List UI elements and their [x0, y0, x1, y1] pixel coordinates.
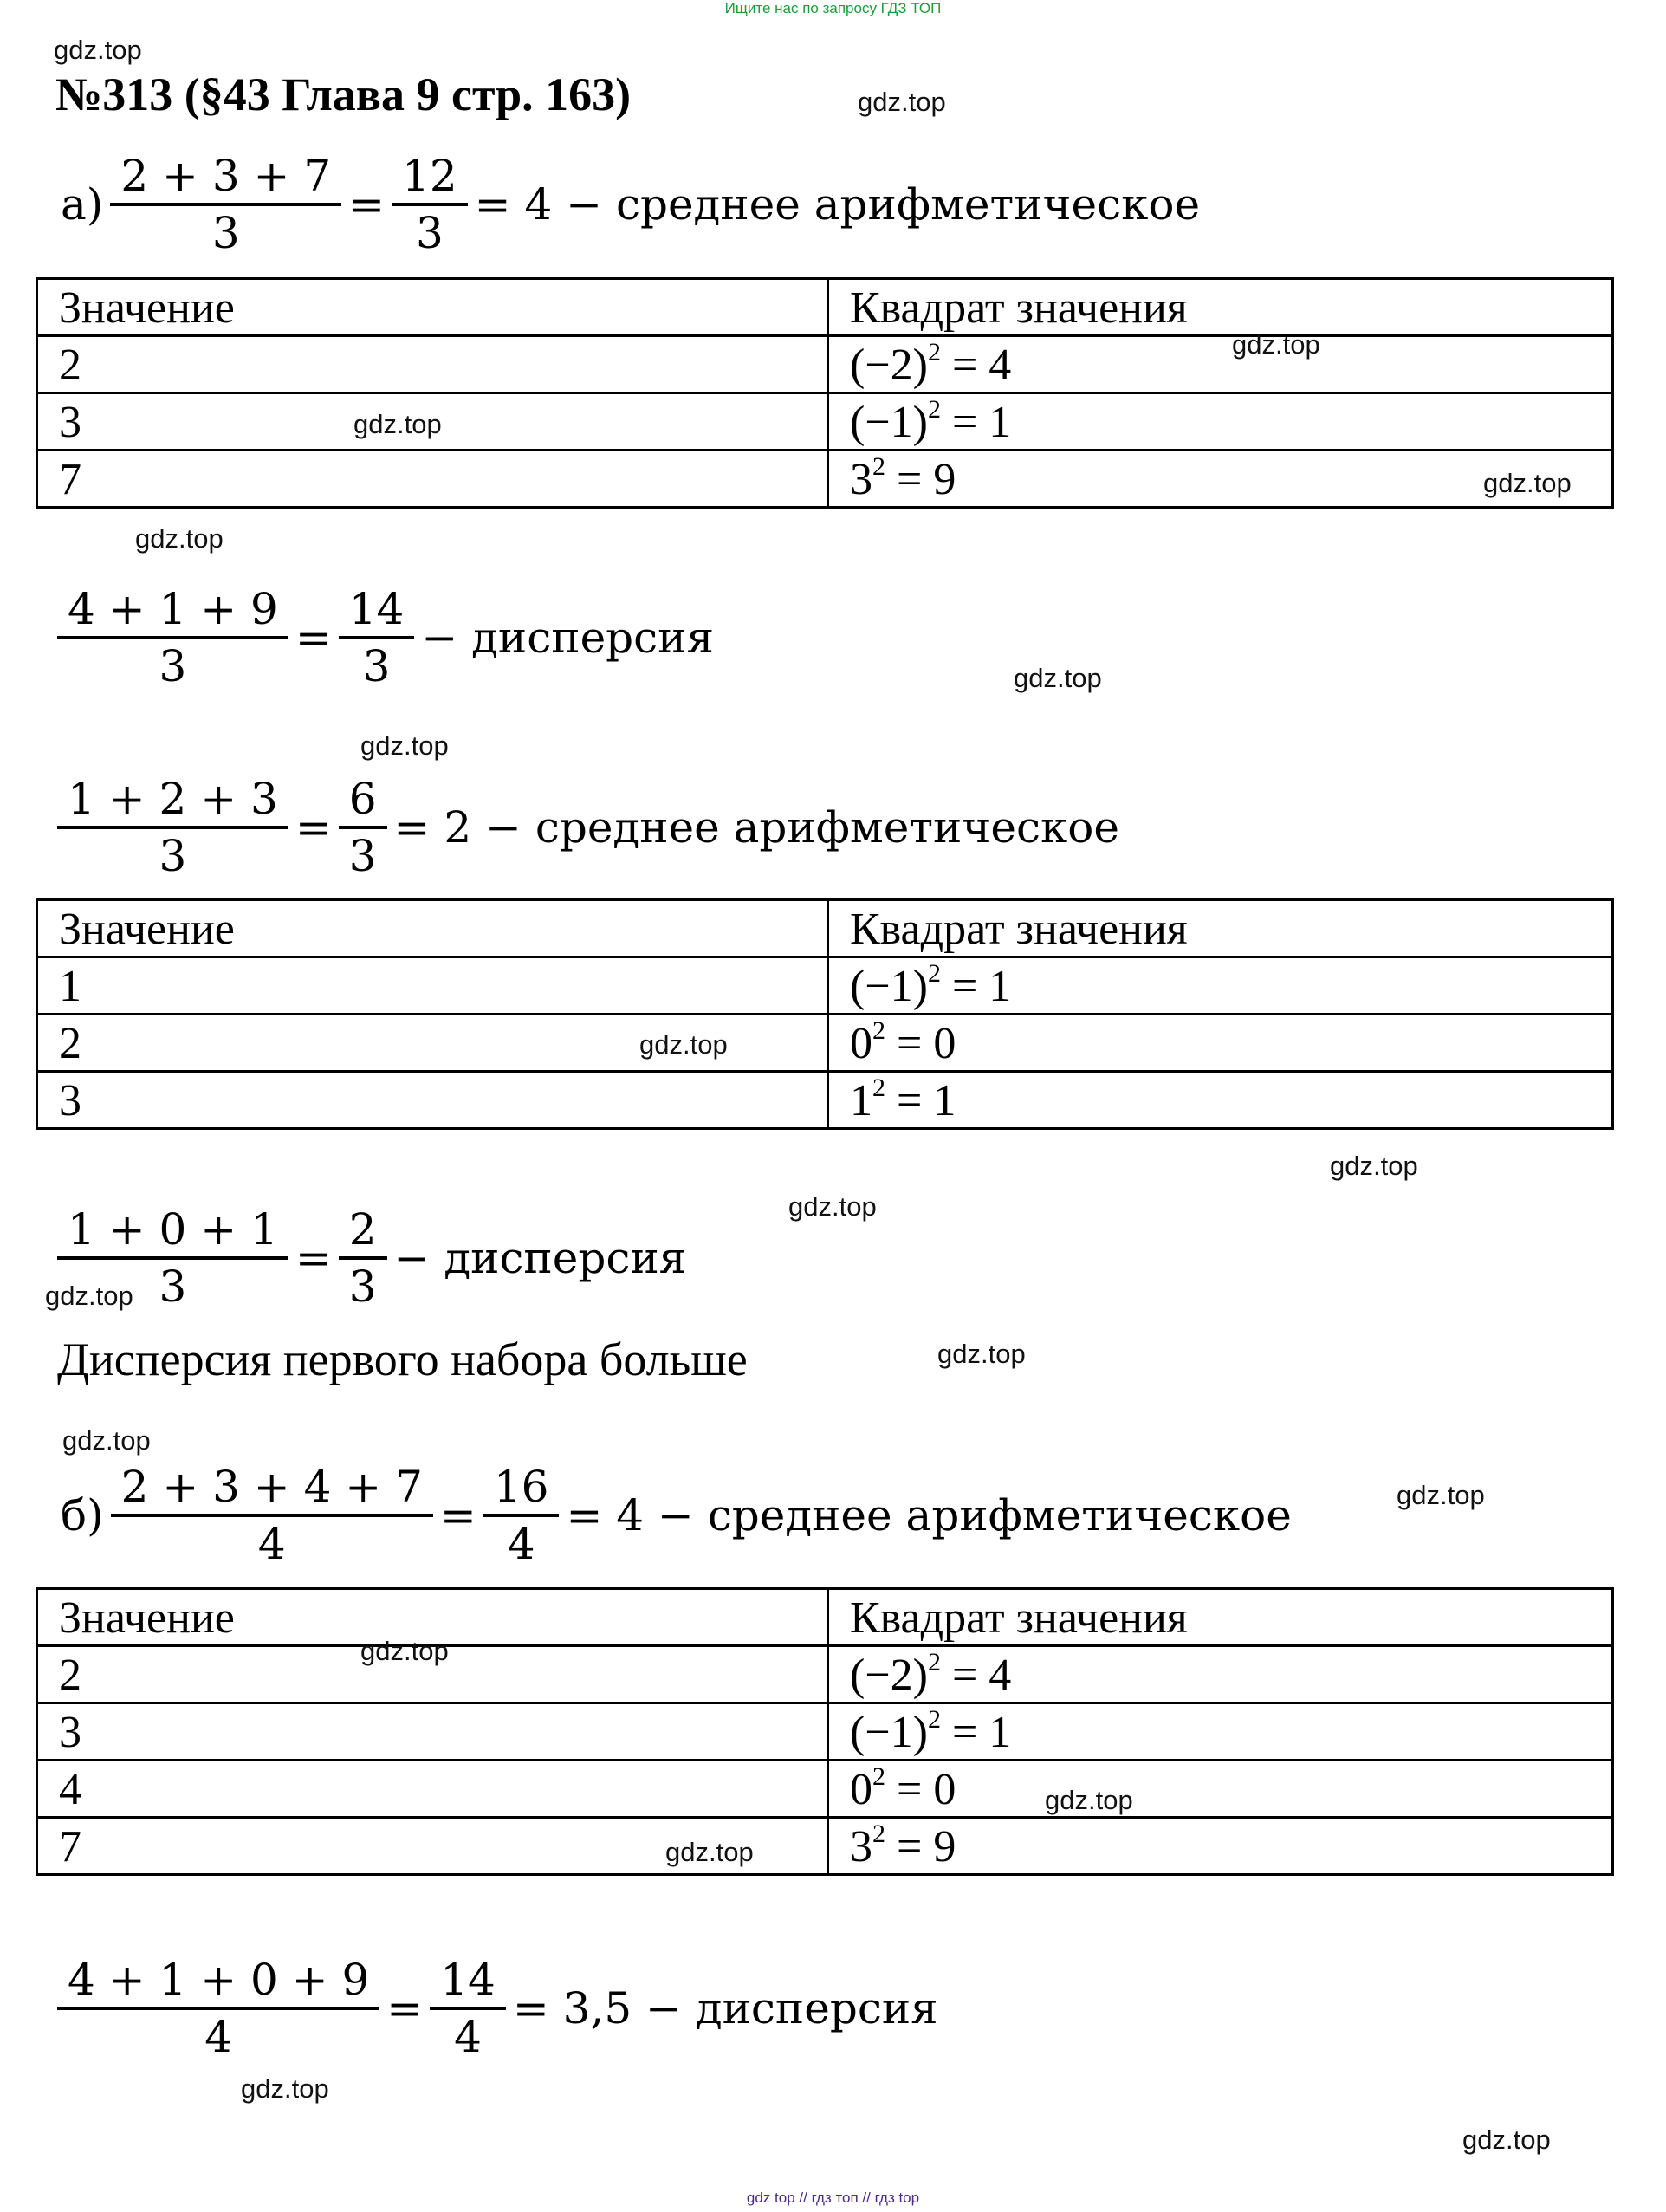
numerator: 4 + 1 + 0 + 9: [68, 1955, 370, 2005]
values-table-a2: [36, 898, 1614, 1130]
equation-tail: = 3,5 − дисперсия: [512, 1983, 938, 2034]
values-table-a1: [36, 277, 1614, 509]
equation-tail: − дисперсия: [393, 1233, 687, 1283]
header-value: Значение: [37, 900, 828, 957]
cell-square: $(-1)^2 = 1$: [828, 957, 1613, 1015]
conclusion-text: Дисперсия первого набора больше: [57, 1333, 748, 1385]
watermark: gdz.top: [1014, 663, 1102, 693]
denominator: 3: [339, 826, 387, 878]
equals-sign: =: [295, 613, 332, 663]
denominator: 3: [339, 1256, 387, 1308]
table-header-row: [37, 1589, 1613, 1646]
cell-square: $0^2 = 0$: [828, 1015, 1613, 1072]
equation-tail: = 4 − среднее арифметическое: [566, 1490, 1292, 1541]
denominator: 4: [483, 1514, 560, 1566]
cell-square: $(-1)^2 = 1$: [828, 393, 1613, 451]
equation-tail: = 4 − среднее арифметическое: [474, 179, 1201, 230]
table-header-row: [37, 279, 1613, 336]
table-row: [37, 957, 1613, 1015]
numerator: 16: [493, 1462, 549, 1512]
watermark: gdz.top: [241, 2073, 329, 2104]
equation-tail: = 2 − среднее арифметическое: [393, 802, 1119, 853]
table-row: [37, 1015, 1613, 1072]
header-square: Квадрат значения: [828, 900, 1613, 957]
values-table-b: [36, 1587, 1614, 1876]
fraction: [344, 1204, 382, 1312]
part-label-a: а): [61, 179, 104, 230]
watermark: gdz.top: [1462, 2124, 1551, 2155]
cell-value: 7: [37, 451, 828, 508]
watermark: gdz.top: [1330, 1151, 1418, 1181]
mean-equation-b: [55, 1462, 1297, 1569]
dispersion-equation-b: [55, 1955, 943, 2062]
denominator: 3: [57, 1256, 288, 1308]
cell-square: $3^2 = 9$: [828, 451, 1613, 508]
cell-square: $3^2 = 9$: [828, 1818, 1613, 1875]
equals-sign: =: [295, 1233, 332, 1283]
equals-sign: =: [386, 1983, 424, 2034]
cell-value: 2: [37, 1015, 828, 1072]
table-row: [37, 1072, 1613, 1129]
table-row: [37, 1703, 1613, 1761]
numerator: 1 + 0 + 1: [68, 1204, 278, 1255]
fraction: [344, 584, 410, 691]
equals-sign: =: [348, 179, 386, 230]
watermark: gdz.top: [360, 730, 449, 761]
watermark: gdz.top: [353, 409, 442, 439]
watermark: gdz.top: [1397, 1480, 1485, 1510]
table-header-row: [37, 900, 1613, 957]
dispersion-equation-a1: [55, 584, 719, 691]
table-row: [37, 1646, 1613, 1703]
denominator: 3: [339, 636, 415, 688]
fraction: [62, 1955, 374, 2062]
numerator: 2 + 3 + 7: [120, 151, 332, 201]
fraction: [397, 151, 463, 258]
watermark: gdz.top: [937, 1339, 1026, 1369]
cell-value: 3: [37, 393, 828, 451]
watermark: gdz.top: [360, 1636, 449, 1666]
header-square: Квадрат значения: [828, 279, 1613, 336]
numerator: 14: [440, 1955, 496, 2005]
numerator: 14: [348, 584, 405, 634]
cell-value: 2: [37, 1646, 828, 1703]
cell-square: $(-1)^2 = 1$: [828, 1703, 1613, 1761]
fraction: [489, 1462, 554, 1569]
equals-sign: =: [439, 1490, 476, 1541]
denominator: 4: [430, 2007, 506, 2059]
watermark: gdz.top: [639, 1029, 728, 1060]
numerator: 2 + 3 + 4 + 7: [120, 1462, 423, 1512]
denominator: 3: [392, 203, 468, 255]
watermark: gdz.top: [54, 35, 142, 65]
cell-value: 7: [37, 1818, 828, 1875]
numerator: 4 + 1 + 9: [68, 584, 278, 634]
cell-value: 3: [37, 1703, 828, 1761]
cell-square: $(-2)^2 = 4$: [828, 1646, 1613, 1703]
fraction: [344, 774, 382, 881]
denominator: 3: [110, 203, 341, 255]
fraction: [115, 151, 336, 258]
denominator: 3: [57, 826, 288, 878]
watermark: gdz.top: [1045, 1785, 1133, 1815]
numerator: 12: [402, 151, 457, 201]
watermark: gdz.top: [62, 1425, 151, 1456]
top-banner: Ищите нас по запросу ГДЗ ТОП: [724, 0, 942, 16]
equation-tail: − дисперсия: [421, 613, 715, 663]
watermark: gdz.top: [45, 1281, 133, 1311]
cell-square: $0^2 = 0$: [828, 1761, 1613, 1818]
watermark: gdz.top: [135, 523, 224, 554]
cell-value: 2: [37, 336, 828, 393]
header-square: Квадрат значения: [828, 1589, 1613, 1646]
watermark: gdz.top: [665, 1837, 754, 1867]
table-row: [37, 451, 1613, 508]
fraction: [62, 584, 283, 691]
numerator: 6: [348, 774, 377, 824]
numerator: 2: [348, 1204, 377, 1255]
cell-value: 3: [37, 1072, 828, 1129]
cell-square: $(-2)^2 = 4$: [828, 336, 1613, 393]
fraction: [435, 1955, 501, 2062]
equals-sign: =: [295, 802, 332, 853]
dispersion-equation-a2: [55, 1204, 691, 1312]
table-row: [37, 336, 1613, 393]
mean-equation-a1: [55, 151, 1205, 258]
table-row: [37, 1761, 1613, 1818]
denominator: 3: [57, 636, 288, 688]
watermark: gdz.top: [1483, 468, 1572, 498]
header-value: Значение: [37, 1589, 828, 1646]
table-row: [37, 1818, 1613, 1875]
fraction: [116, 1462, 428, 1569]
fraction: [62, 774, 283, 881]
header-value: Значение: [37, 279, 828, 336]
watermark: gdz.top: [1232, 329, 1320, 360]
bottom-banner: gdz top // гдз топ // гдз top: [746, 2189, 920, 2206]
cell-square: $1^2 = 1$: [828, 1072, 1613, 1129]
table-row: [37, 393, 1613, 451]
numerator: 1 + 2 + 3: [68, 774, 278, 824]
denominator: 4: [57, 2007, 379, 2059]
page-title: №313 (§43 Глава 9 стр. 163): [55, 68, 632, 120]
part-label-b: б): [61, 1490, 104, 1541]
cell-value: 4: [37, 1761, 828, 1818]
watermark: gdz.top: [858, 87, 946, 117]
watermark: gdz.top: [788, 1191, 877, 1222]
denominator: 4: [111, 1514, 433, 1566]
mean-equation-a2: [55, 774, 1125, 881]
cell-value: 1: [37, 957, 828, 1015]
